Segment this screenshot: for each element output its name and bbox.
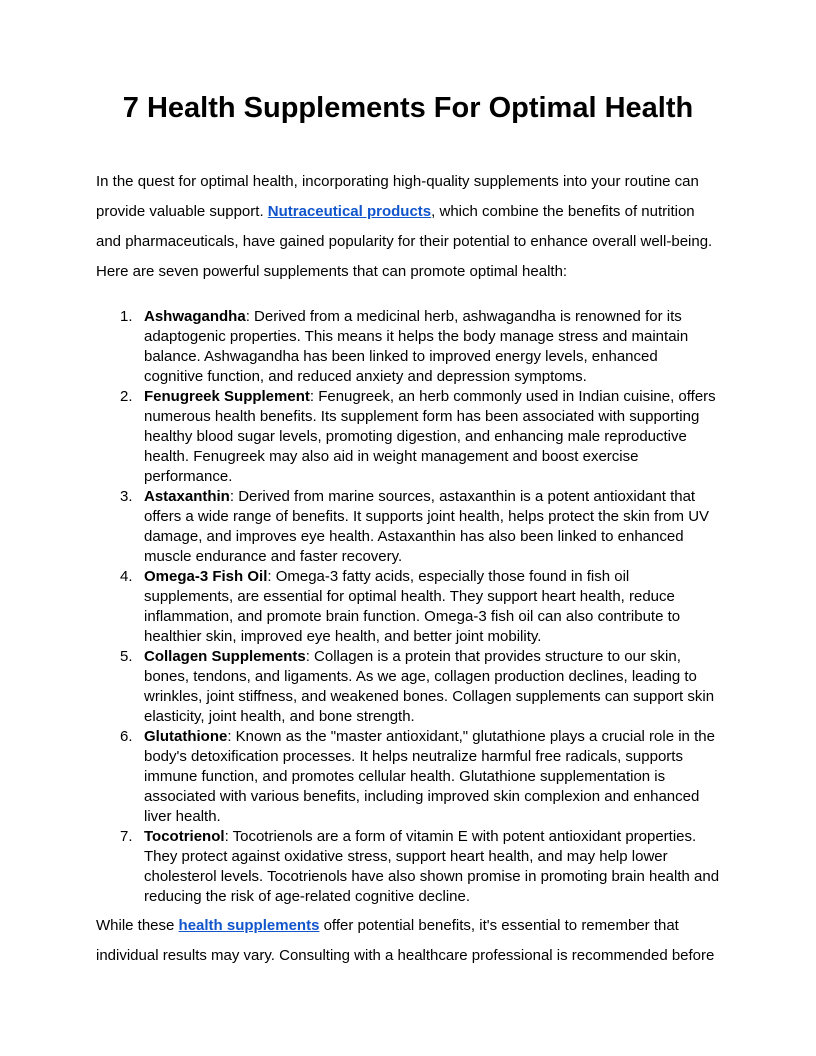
list-item xyxy=(144,647,720,727)
supplement-description: : Fenugreek, an herb commonly used in Indian cuisine, offers numerous health benefits. Its supplement form has been associated with supporting healthy blood sugar levels, promoting digestion, and enhancing male reproductive health. Fenugreek may also aid in weight management and boost exercise performance. xyxy=(144,388,716,486)
list-item xyxy=(144,387,720,487)
list-item xyxy=(144,487,720,567)
outro-text-after: offer potential benefits, it's essential to remember that individual results may vary. Consulting with a healthcare professional is recommended before xyxy=(96,917,715,965)
list-item xyxy=(144,567,720,647)
supplement-name: Glutathione xyxy=(144,728,228,746)
list-item xyxy=(144,827,720,907)
intro-paragraph xyxy=(96,167,720,287)
supplement-description: : Derived from marine sources, astaxanthin is a potent antioxidant that offers a wide range of benefits. It supports joint health, helps protect the skin from UV damage, and improves eye health. Astaxanthin has also been linked to enhanced muscle endurance and faster recovery. xyxy=(144,488,710,566)
outro-text-before: While these xyxy=(96,917,179,935)
outro-paragraph xyxy=(96,911,720,971)
supplement-name: Astaxanthin xyxy=(144,488,230,506)
supplement-description: : Known as the "master antioxidant," glutathione plays a crucial role in the body's detoxification processes. It helps neutralize harmful free radicals, supports immune function, and promotes cellular health. Glutathione supplementation is associated with various benefits, including improved skin complexion and enhanced liver health. xyxy=(144,728,715,826)
supplement-name: Omega-3 Fish Oil xyxy=(144,568,268,586)
supplement-list xyxy=(96,307,720,907)
list-item xyxy=(144,727,720,827)
supplement-name: Collagen Supplements xyxy=(144,648,306,666)
intro-text-before: In the quest for optimal health, incorporating high-quality supplements into your routine can provide valuable support. xyxy=(96,173,699,221)
nutraceutical-products-link[interactable]: Nutraceutical products xyxy=(267,203,432,221)
intro-text-after: , which combine the benefits of nutrition and pharmaceuticals, have gained popularity for their potential to enhance overall well-being. Here are seven powerful supplements that can promote optimal health: xyxy=(96,203,713,281)
supplement-description: : Collagen is a protein that provides structure to our skin, bones, tendons, and ligaments. As we age, collagen production declines, leading to wrinkles, joint stiffness, and weakened bones. Collagen supplements can support skin elasticity, joint health, and bone strength. xyxy=(144,648,715,726)
health-supplements-link[interactable]: health supplements xyxy=(178,917,320,935)
supplement-description: : Omega-3 fatty acids, especially those found in fish oil supplements, are essential for optimal health. They support heart health, reduce inflammation, and promote brain function. Omega-3 fish oil can also contribute to healthier skin, improved eye health, and better joint mobility. xyxy=(144,568,681,646)
supplement-description: : Derived from a medicinal herb, ashwagandha is renowned for its adaptogenic properties. This means it helps the body manage stress and maintain balance. Ashwagandha has been linked to improved energy levels, enhanced cognitive function, and reduced anxiety and depression symptoms. xyxy=(144,308,689,386)
page-title: 7 Health Supplements For Optimal Health xyxy=(122,92,694,124)
supplement-name: Tocotrienol xyxy=(144,828,225,846)
supplement-name: Fenugreek Supplement xyxy=(144,388,310,406)
list-item xyxy=(144,307,720,387)
supplement-description: : Tocotrienols are a form of vitamin E with potent antioxidant properties. They protect against oxidative stress, support heart health, and may help lower cholesterol levels. Tocotrienols have also shown promise in promoting brain health and reducing the risk of age-related cognitive decline. xyxy=(144,828,720,906)
supplement-name: Ashwagandha xyxy=(144,308,246,326)
